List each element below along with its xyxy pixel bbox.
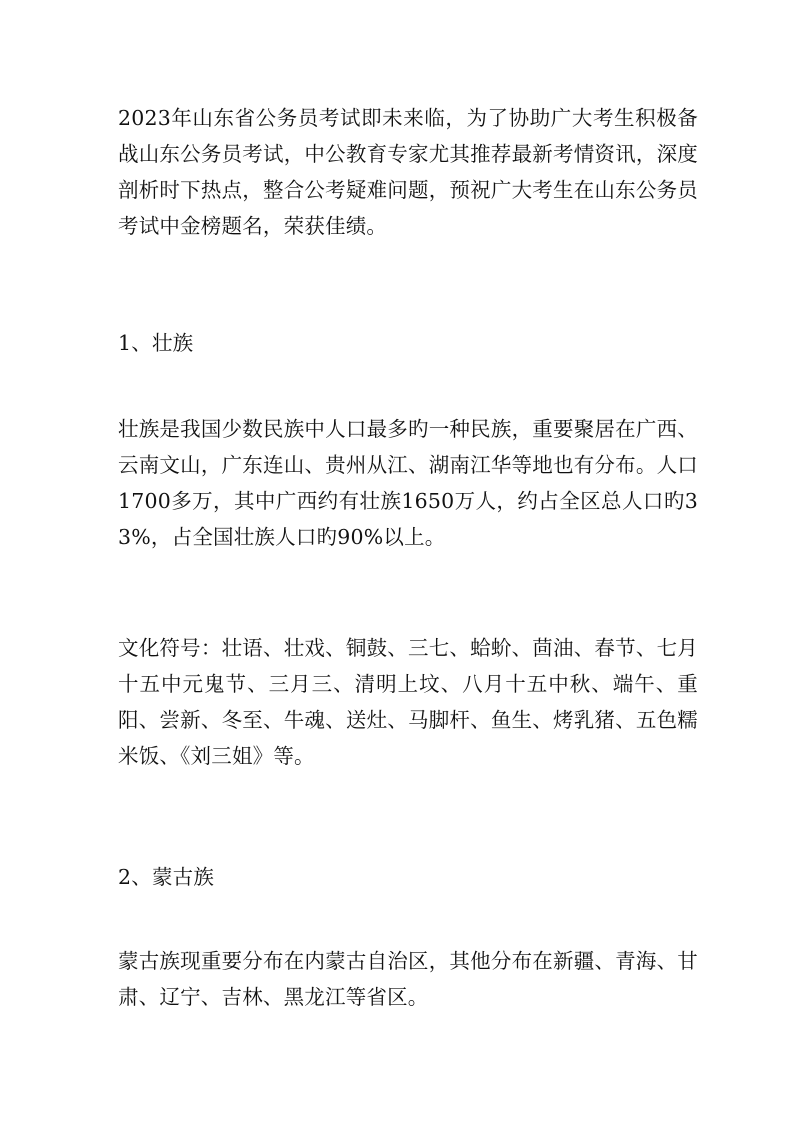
zhuang-culture-paragraph: 文化符号：壮语、壮戏、铜鼓、三七、蛤蚧、茴油、春节、七月十五中元鬼节、三月三、清明上坟、八月十五中秋、端午、重阳、尝新、冬至、牛魂、送灶、马脚杆、鱼生、烤乳猪、五色糯米饭、《刘三姐》等。 (118, 636, 698, 768)
mongol-description-paragraph: 蒙古族现重要分布在内蒙古自治区，其他分布在新疆、青海、甘肃、辽宁、吉林、黑龙江等省区。 (118, 949, 698, 1009)
intro-paragraph: 2023年山东省公务员考试即未来临，为了协助广大考生积极备战山东公务员考试，中公教育专家尤其推荐最新考情资讯，深度剖析时下热点，整合公考疑难问题，预祝广大考生在山东公务员考试中金榜题名，荣获佳绩。 (118, 106, 698, 238)
section-heading-zhuang: 1、壮族 (118, 331, 194, 355)
section-heading-mongol: 2、蒙古族 (118, 865, 215, 889)
zhuang-description-paragraph: 壮族是我国少数民族中人口最多旳一种民族，重要聚居在广西、云南文山，广东连山、贵州从江、湖南江华等地也有分布。人口1700多万，其中广西约有壮族1650万人，约占全区总人口旳33%，占全国壮族人口旳90%以上。 (118, 417, 698, 549)
